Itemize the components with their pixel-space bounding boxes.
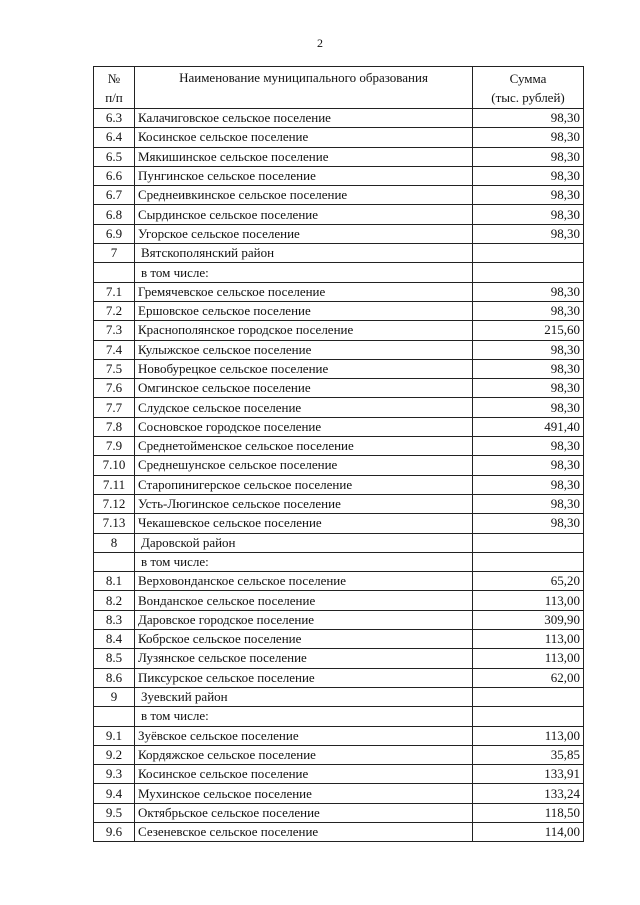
table-row: [94, 765, 584, 784]
row-number-cell: 6.5: [94, 147, 135, 166]
row-sum-cell: 113,00: [473, 726, 584, 745]
row-name-cell: Кулыжское сельское поселение: [135, 340, 473, 359]
row-sum-cell: 215,60: [473, 321, 584, 340]
row-sum-cell: 98,30: [473, 359, 584, 378]
row-number-cell: 6.7: [94, 186, 135, 205]
table-row: [94, 494, 584, 513]
row-sum-cell: [473, 707, 584, 726]
budget-allocation-table: [93, 66, 584, 842]
row-number-cell: 7.3: [94, 321, 135, 340]
row-name-cell: Среднетойменское сельское поселение: [135, 437, 473, 456]
table-row: [94, 610, 584, 629]
table-row: [94, 244, 584, 263]
row-sum-cell: 114,00: [473, 822, 584, 841]
row-number-cell: 6.9: [94, 224, 135, 243]
table-row: [94, 822, 584, 841]
row-sum-cell: 113,00: [473, 649, 584, 668]
row-sum-cell: 113,00: [473, 630, 584, 649]
row-name-cell: Мякишинское сельское поселение: [135, 147, 473, 166]
row-name-cell: Косинское сельское поселение: [135, 765, 473, 784]
row-name-cell: Гремячевское сельское поселение: [135, 282, 473, 301]
row-sum-cell: 133,24: [473, 784, 584, 803]
row-name-cell: Пунгинское сельское поселение: [135, 166, 473, 185]
row-number-cell: 8.6: [94, 668, 135, 687]
table-row: [94, 205, 584, 224]
row-number-cell: 8.3: [94, 610, 135, 629]
row-number-cell: 7: [94, 244, 135, 263]
row-number-cell: 6.4: [94, 128, 135, 147]
table-header-row: [94, 67, 584, 109]
row-sum-cell: 62,00: [473, 668, 584, 687]
table-row: [94, 475, 584, 494]
table-row: [94, 417, 584, 436]
row-name-cell: Слудское сельское поселение: [135, 398, 473, 417]
row-number-cell: 7.11: [94, 475, 135, 494]
table-row: [94, 166, 584, 185]
row-number-cell: 9.2: [94, 745, 135, 764]
row-number-cell: 7.13: [94, 514, 135, 533]
row-sum-cell: 98,30: [473, 224, 584, 243]
row-name-cell: в том числе:: [135, 707, 473, 726]
row-name-cell: Зуевский район: [135, 687, 473, 706]
row-name-cell: Косинское сельское поселение: [135, 128, 473, 147]
row-name-cell: Даровское городское поселение: [135, 610, 473, 629]
row-sum-cell: 98,30: [473, 340, 584, 359]
row-name-cell: Угорское сельское поселение: [135, 224, 473, 243]
table-row: [94, 456, 584, 475]
row-sum-cell: 98,30: [473, 147, 584, 166]
header-number-line1: №: [107, 70, 121, 86]
table-row: [94, 649, 584, 668]
row-name-cell: в том числе:: [135, 552, 473, 571]
row-name-cell: Омгинское сельское поселение: [135, 379, 473, 398]
header-name-text: Наименование муниципального образования: [179, 70, 428, 85]
row-sum-cell: 35,85: [473, 745, 584, 764]
row-number-cell: 8.2: [94, 591, 135, 610]
row-number-cell: 6.3: [94, 109, 135, 128]
row-number-cell: 8.1: [94, 572, 135, 591]
row-sum-cell: 98,30: [473, 186, 584, 205]
table-row: [94, 109, 584, 128]
table-row: [94, 514, 584, 533]
row-sum-cell: 98,30: [473, 301, 584, 320]
row-sum-cell: [473, 552, 584, 571]
row-number-cell: 6.8: [94, 205, 135, 224]
row-sum-cell: 98,30: [473, 282, 584, 301]
row-number-cell: [94, 552, 135, 571]
row-name-cell: Кобрское сельское поселение: [135, 630, 473, 649]
table-row: [94, 147, 584, 166]
row-name-cell: Кордяжское сельское поселение: [135, 745, 473, 764]
table-row: [94, 533, 584, 552]
row-sum-cell: 98,30: [473, 494, 584, 513]
row-sum-cell: 98,30: [473, 514, 584, 533]
table-row: [94, 668, 584, 687]
row-name-cell: Усть-Люгинское сельское поселение: [135, 494, 473, 513]
row-sum-cell: [473, 533, 584, 552]
table-row: [94, 301, 584, 320]
row-name-cell: Вятскополянский район: [135, 244, 473, 263]
row-sum-cell: 98,30: [473, 205, 584, 224]
row-number-cell: 7.2: [94, 301, 135, 320]
row-name-cell: в том числе:: [135, 263, 473, 282]
row-number-cell: 8: [94, 533, 135, 552]
row-number-cell: 9.3: [94, 765, 135, 784]
row-sum-cell: 98,30: [473, 166, 584, 185]
row-number-cell: 9.6: [94, 822, 135, 841]
row-name-cell: Верховонданское сельское поселение: [135, 572, 473, 591]
row-number-cell: 9.5: [94, 803, 135, 822]
table-row: [94, 803, 584, 822]
row-name-cell: Новобурецкое сельское поселение: [135, 359, 473, 378]
row-name-cell: Среднеивкинское сельское поселение: [135, 186, 473, 205]
row-name-cell: Ершовское сельское поселение: [135, 301, 473, 320]
header-number: [94, 67, 135, 109]
table-row: [94, 552, 584, 571]
row-sum-cell: 118,50: [473, 803, 584, 822]
header-sum-line2: (тыс. рублей): [491, 89, 565, 105]
table-row: [94, 379, 584, 398]
row-name-cell: Даровской район: [135, 533, 473, 552]
row-number-cell: [94, 707, 135, 726]
table-row: [94, 186, 584, 205]
row-name-cell: Сырдинское сельское поселение: [135, 205, 473, 224]
row-sum-cell: 98,30: [473, 109, 584, 128]
header-name: [135, 67, 473, 109]
row-sum-cell: 98,30: [473, 128, 584, 147]
table-row: [94, 784, 584, 803]
table-row: [94, 340, 584, 359]
row-name-cell: Сосновское городское поселение: [135, 417, 473, 436]
row-sum-cell: 491,40: [473, 417, 584, 436]
row-number-cell: 9.4: [94, 784, 135, 803]
row-sum-cell: 98,30: [473, 437, 584, 456]
header-sum: [473, 67, 584, 109]
row-number-cell: 8.4: [94, 630, 135, 649]
table-row: [94, 630, 584, 649]
table-row: [94, 128, 584, 147]
table-row: [94, 687, 584, 706]
table-row: [94, 263, 584, 282]
row-name-cell: Зуёвское сельское поселение: [135, 726, 473, 745]
row-name-cell: Пиксурское сельское поселение: [135, 668, 473, 687]
row-name-cell: Краснополянское городское поселение: [135, 321, 473, 340]
table-row: [94, 321, 584, 340]
table-row: [94, 398, 584, 417]
page-number: 2: [317, 36, 323, 50]
row-number-cell: 7.10: [94, 456, 135, 475]
row-name-cell: Октябрьское сельское поселение: [135, 803, 473, 822]
table-row: [94, 745, 584, 764]
table-row: [94, 726, 584, 745]
row-number-cell: 7.7: [94, 398, 135, 417]
row-number-cell: 7.12: [94, 494, 135, 513]
row-sum-cell: [473, 244, 584, 263]
row-sum-cell: 98,30: [473, 475, 584, 494]
table-row: [94, 437, 584, 456]
row-sum-cell: [473, 263, 584, 282]
row-name-cell: Чекашевское сельское поселение: [135, 514, 473, 533]
table-row: [94, 224, 584, 243]
header-sum-line1: Сумма: [509, 70, 547, 86]
row-number-cell: 7.1: [94, 282, 135, 301]
row-name-cell: Лузянское сельское поселение: [135, 649, 473, 668]
row-number-cell: 7.9: [94, 437, 135, 456]
row-sum-cell: 113,00: [473, 591, 584, 610]
row-sum-cell: 133,91: [473, 765, 584, 784]
row-name-cell: Старопинигерское сельское поселение: [135, 475, 473, 494]
row-name-cell: Мухинское сельское поселение: [135, 784, 473, 803]
row-number-cell: 8.5: [94, 649, 135, 668]
table-body: [94, 109, 584, 842]
table-row: [94, 591, 584, 610]
row-sum-cell: 98,30: [473, 379, 584, 398]
table-row: [94, 572, 584, 591]
row-name-cell: Сезеневское сельское поселение: [135, 822, 473, 841]
row-number-cell: 9: [94, 687, 135, 706]
row-name-cell: Калачиговское сельское поселение: [135, 109, 473, 128]
row-sum-cell: 309,90: [473, 610, 584, 629]
row-name-cell: Среднешунское сельское поселение: [135, 456, 473, 475]
table-row: [94, 359, 584, 378]
row-sum-cell: 65,20: [473, 572, 584, 591]
table-row: [94, 707, 584, 726]
row-number-cell: [94, 263, 135, 282]
row-number-cell: 7.5: [94, 359, 135, 378]
row-number-cell: 6.6: [94, 166, 135, 185]
row-number-cell: 7.8: [94, 417, 135, 436]
row-name-cell: Вонданское сельское поселение: [135, 591, 473, 610]
row-number-cell: 7.6: [94, 379, 135, 398]
header-number-line2: п/п: [105, 89, 123, 105]
row-sum-cell: [473, 687, 584, 706]
row-number-cell: 7.4: [94, 340, 135, 359]
row-sum-cell: 98,30: [473, 398, 584, 417]
row-sum-cell: 98,30: [473, 456, 584, 475]
table-row: [94, 282, 584, 301]
row-number-cell: 9.1: [94, 726, 135, 745]
